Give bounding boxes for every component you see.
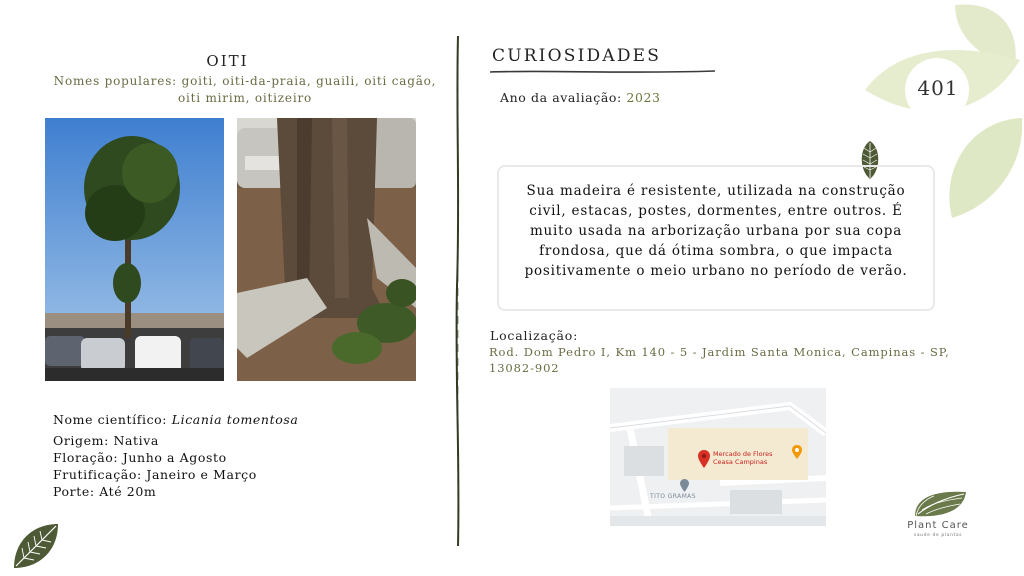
evaluation-year xyxy=(500,90,661,105)
scientific-name-row xyxy=(53,411,298,428)
year-label: Ano da avaliação: xyxy=(500,90,627,105)
origin: Origem: Nativa xyxy=(53,433,159,448)
curiosity-card xyxy=(497,165,935,311)
poi-pin-icon xyxy=(680,479,689,492)
flowering: Floração: Junho a Agosto xyxy=(53,450,227,465)
map-nearby-label: TITO GRAMAS xyxy=(650,493,696,500)
heading-underline xyxy=(490,68,715,76)
scientific-name-label: Nome científico: xyxy=(53,412,172,427)
location-map[interactable] xyxy=(610,388,826,526)
popular-names: Nomes populares: goiti, oiti-da-praia, guaili, oiti cagão, oiti mirim, oitizeiro xyxy=(53,74,437,105)
year-value: 2023 xyxy=(626,90,661,105)
map-place-name: Mercado de Flores Ceasa Campinas xyxy=(713,450,773,466)
fruiting: Frutificação: Janeiro e Março xyxy=(53,467,257,482)
vertical-divider xyxy=(452,36,464,546)
tree-photo xyxy=(45,118,224,381)
curiosities-heading: CURIOSIDADES xyxy=(492,46,662,66)
plant-care-logo-icon xyxy=(912,488,970,520)
leaf-icon xyxy=(10,520,62,572)
size: Porte: Até 20m xyxy=(53,484,157,499)
map-pin-icon xyxy=(698,450,710,468)
plant-facts xyxy=(53,411,298,500)
curiosity-text: Sua madeira é resistente, utilizada na construção civil, estacas, postes, dormentes, entre outros. É muito usada na arborização urbana por sua copa frondosa, que dá ótima sombra, o que impacta positivamente o meio urbano no período de verão. xyxy=(524,183,908,279)
location-address: Rod. Dom Pedro I, Km 140 - 5 - Jardim Santa Monica, Campinas - SP, 13082-902 xyxy=(489,345,950,375)
logo-name: Plant Care xyxy=(907,520,969,531)
badge-number: 401 xyxy=(917,76,959,100)
logo-tagline: saude de plantas xyxy=(913,533,963,538)
location-label: Localização: xyxy=(490,328,579,343)
poi-pin-icon xyxy=(792,445,802,459)
scientific-name: Licania tomentosa xyxy=(171,412,299,427)
trunk-photo xyxy=(237,118,416,381)
plant-name: OITI xyxy=(206,52,249,70)
